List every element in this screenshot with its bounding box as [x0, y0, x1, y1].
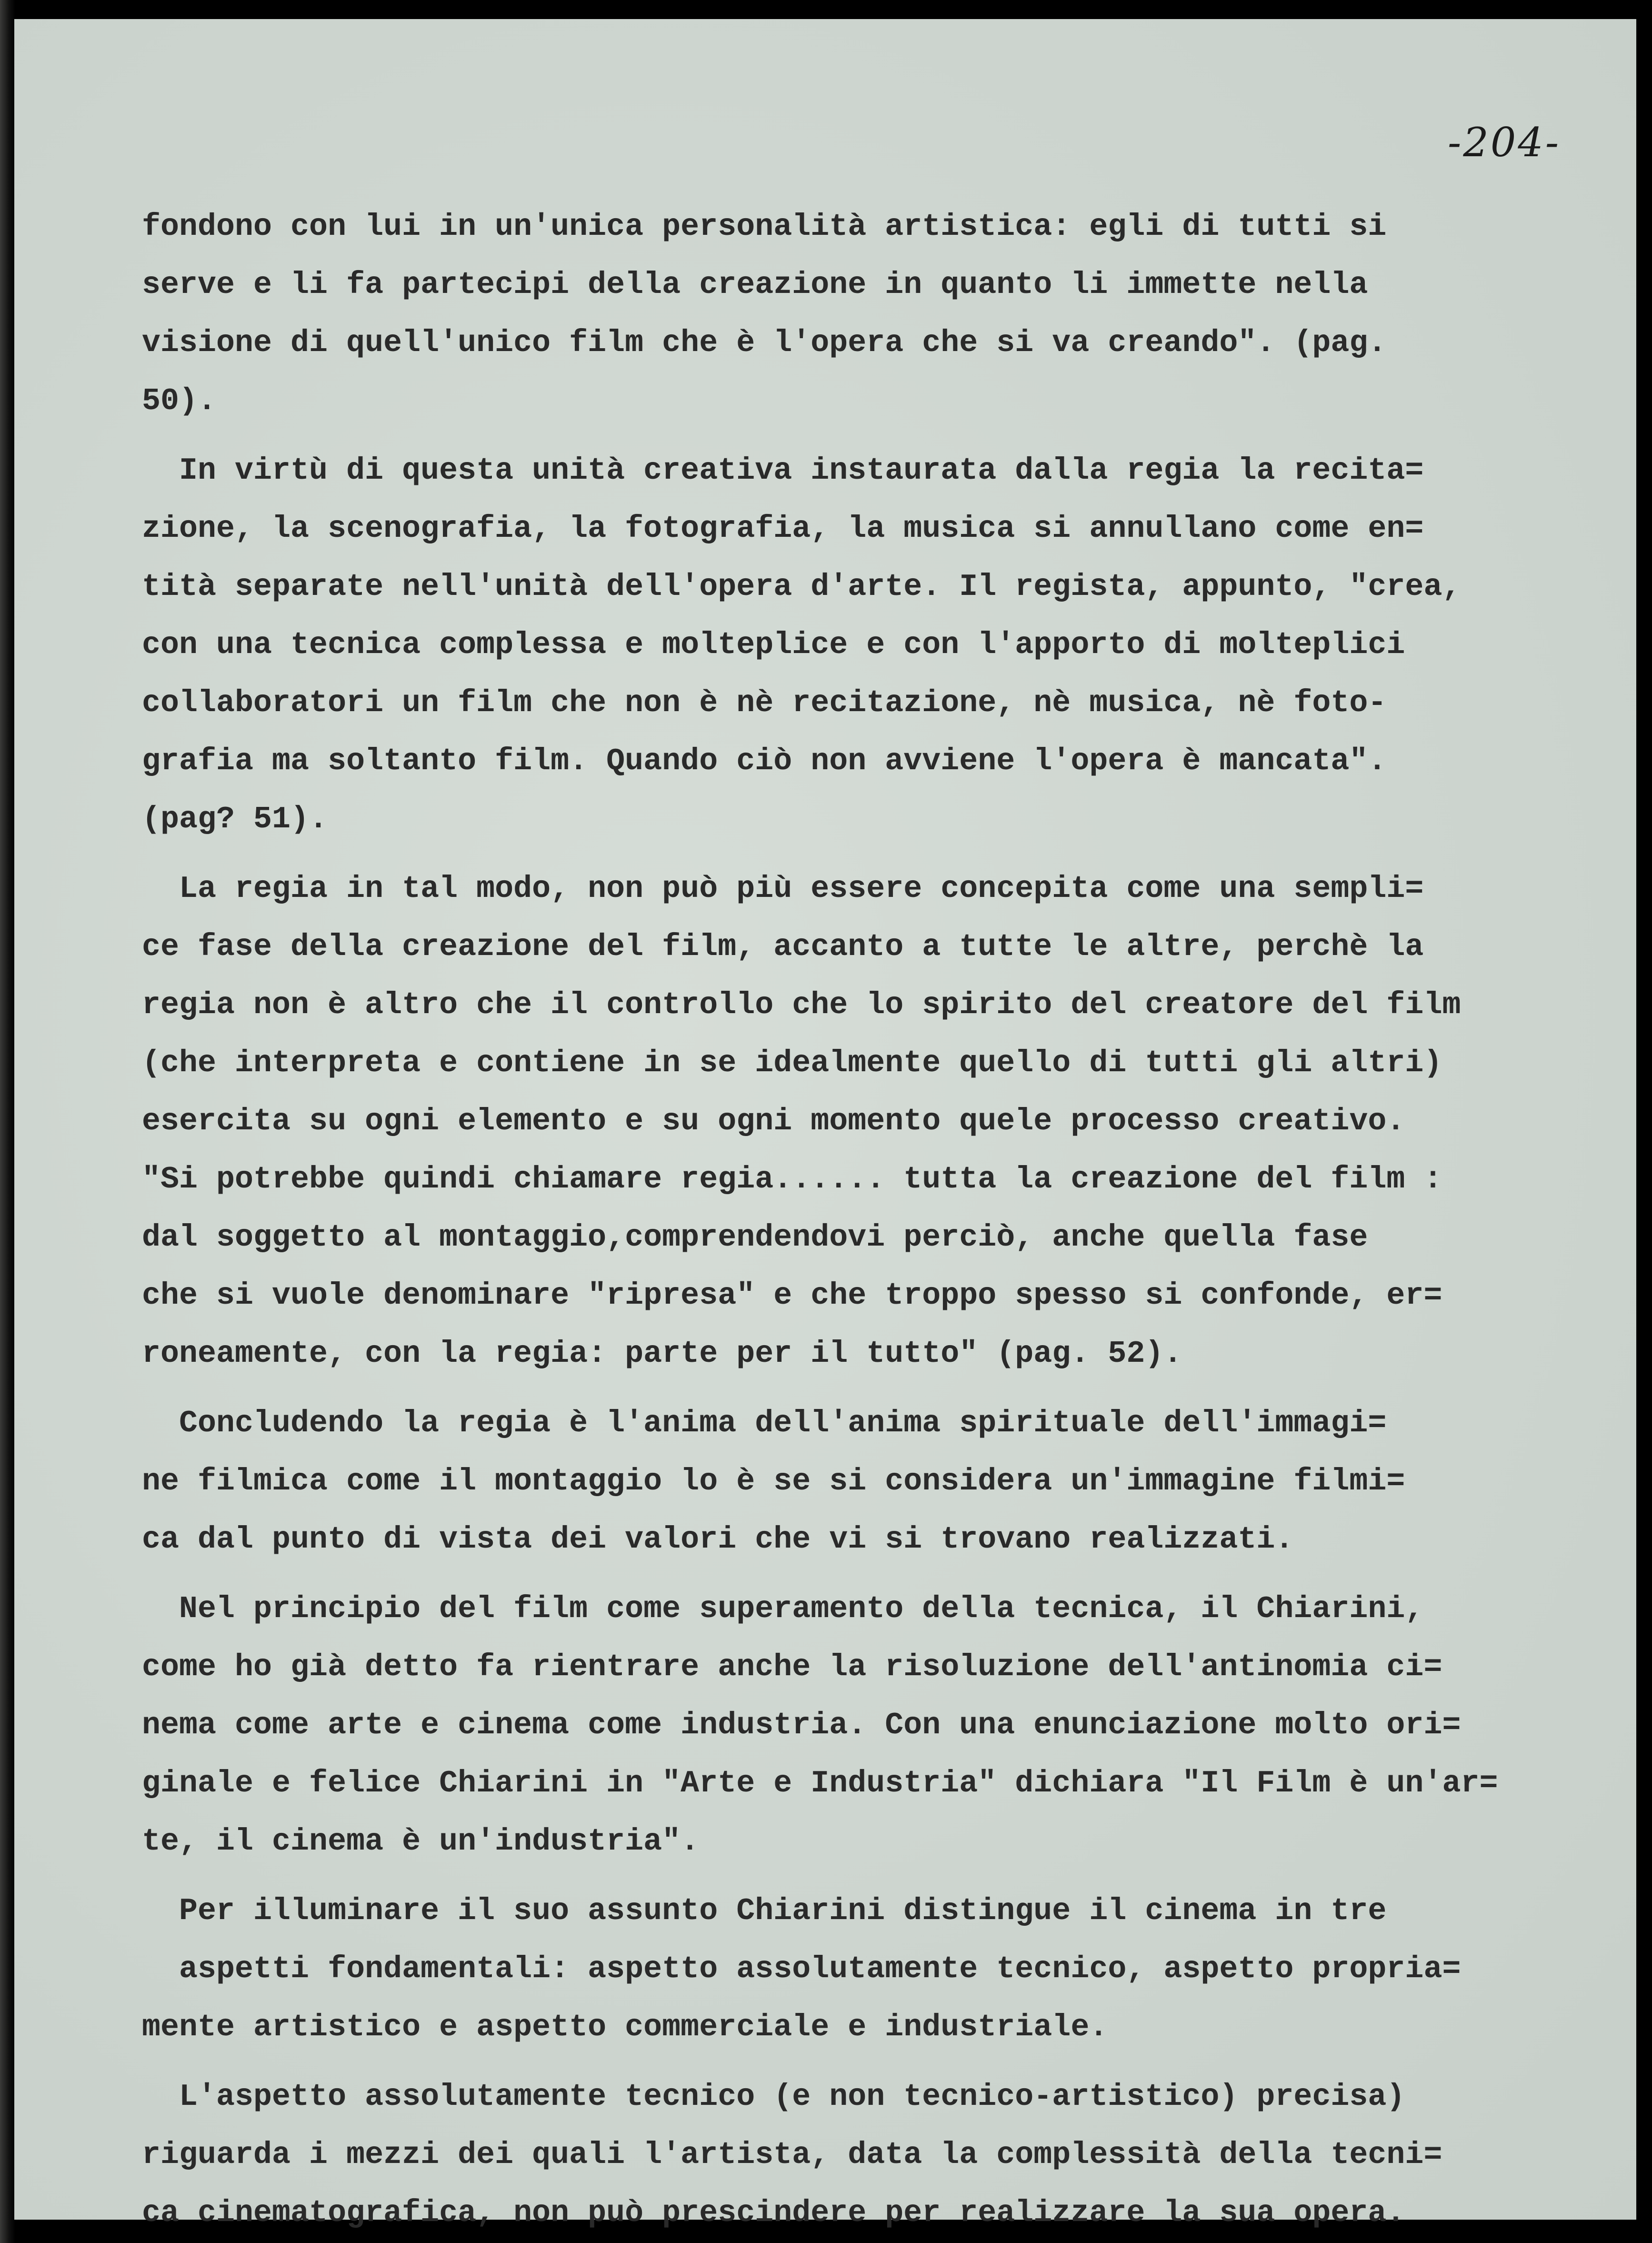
text-line: Per illuminare il suo assunto Chiarini distingue il cinema in tre	[142, 1893, 1387, 1929]
text-line: regia non è altro che il controllo che lo spirito del creatore del film	[142, 987, 1461, 1023]
typewritten-body	[142, 198, 1498, 2242]
text-line: roneamente, con la regia: parte per il tutto" (pag. 52).	[142, 1336, 1182, 1371]
text-line: tità separate nell'unità dell'opera d'arte. Il regista, appunto, "crea,	[142, 569, 1461, 604]
text-line: come ho già detto fa rientrare anche la risoluzione dell'antinomia ci=	[142, 1650, 1442, 1685]
text-line: grafia ma soltanto film. Quando ciò non avviene l'opera è mancata".	[142, 744, 1387, 779]
text-line: serve e li fa partecipi della creazione in quanto li immette nella	[142, 267, 1368, 302]
text-line: (che interpreta e contiene in se idealmente quello di tutti gli altri)	[142, 1046, 1442, 1081]
binding-edge	[0, 0, 15, 2243]
text-line: collaboratori un film che non è nè recitazione, nè musica, nè foto-	[142, 685, 1387, 721]
text-line: ce fase della creazione del film, accanto a tutte le altre, perchè la	[142, 929, 1424, 965]
text-line: 50).	[142, 383, 217, 419]
text-line: In virtù di questa unità creativa instaurata dalla regia la recita=	[142, 453, 1424, 488]
text-line: Nel principio del film come superamento della tecnica, il Chiarini,	[142, 1591, 1424, 1627]
text-line: te, il cinema è un'industria".	[142, 1824, 700, 1859]
text-line: riguarda i mezzi dei quali l'artista, data la complessità della tecni=	[142, 2137, 1442, 2173]
text-line: L'aspetto assolutamente tecnico (e non tecnico-artistico) precisa)	[142, 2079, 1405, 2114]
text-line: La regia in tal modo, non può più essere concepita come una sempli=	[142, 871, 1424, 906]
text-line: visione di quell'unico film che è l'opera che si va creando". (pag.	[142, 325, 1387, 361]
text-line: aspetti fondamentali: aspetto assolutamente tecnico, aspetto propria=	[142, 1951, 1461, 1987]
text-line: ca cinematografica, non può prescindere per realizzare la sua opera.	[142, 2195, 1405, 2231]
text-line: che si vuole denominare "ripresa" e che troppo spesso si confonde, er=	[142, 1278, 1442, 1313]
text-line: "Si potrebbe quindi chiamare regia...... tutta la creazione del film :	[142, 1162, 1442, 1197]
paper-sheet	[14, 19, 1636, 2231]
text-line: fondono con lui in un'unica personalità artistica: egli di tutti si	[142, 209, 1387, 244]
text-line: nema come arte e cinema come industria. Con una enunciazione molto ori=	[142, 1708, 1461, 1743]
text-line: mente artistico e aspetto commerciale e industriale.	[142, 2010, 1108, 2045]
text-line: ne filmica come il montaggio lo è se si considera un'immagine filmi=	[142, 1464, 1405, 1499]
page-number: -204-	[1448, 119, 1561, 166]
text-line: ca dal punto di vista dei valori che vi si trovano realizzati.	[142, 1522, 1294, 1557]
text-line: dal soggetto al montaggio,comprendendovi perciò, anche quella fase	[142, 1220, 1368, 1255]
text-line: Concludendo la regia è l'anima dell'anima spirituale dell'immagi=	[142, 1406, 1387, 1441]
text-line: (pag? 51).	[142, 802, 328, 837]
text-line: con una tecnica complessa e molteplice e con l'apporto di molteplici	[142, 627, 1405, 663]
text-line: esercita su ogni elemento e su ogni momento quele processo creativo.	[142, 1104, 1405, 1139]
text-line: ginale e felice Chiarini in "Arte e Industria" dichiara "Il Film è un'ar=	[142, 1766, 1498, 1801]
text-line: zione, la scenografia, la fotografia, la musica si annullano come en=	[142, 511, 1424, 546]
